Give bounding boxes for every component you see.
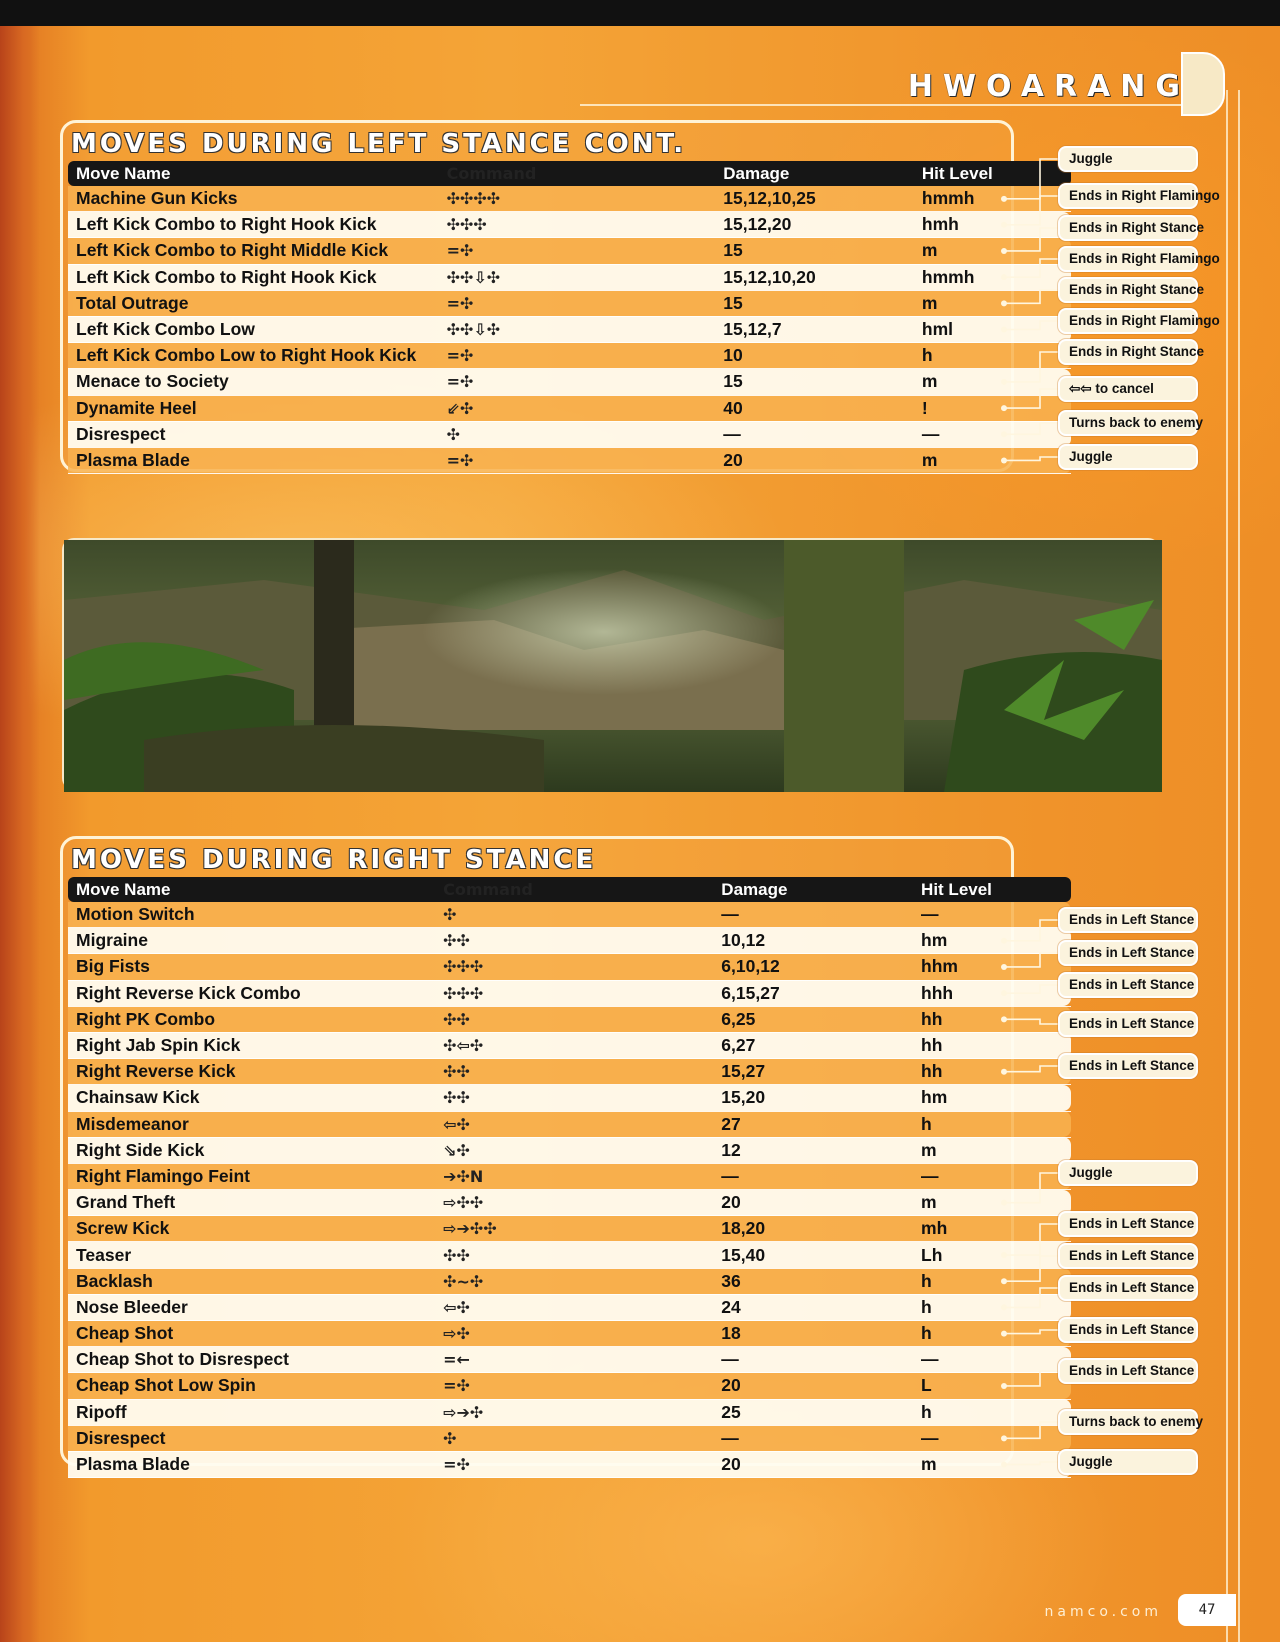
note-connector-dot [1001, 1304, 1007, 1310]
note-connector-dot [1001, 1462, 1007, 1468]
damage-cell: 18 [713, 1321, 913, 1347]
note-connector [1004, 228, 1058, 251]
move-note-label: Ends in Left Stance [1058, 1011, 1198, 1037]
note-connector-dot [1001, 248, 1007, 254]
command-cell: ✣✣⇩✣ [439, 316, 716, 342]
note-connector [1004, 1288, 1058, 1307]
note-connector-dot [1001, 938, 1007, 944]
move-name-cell: Plasma Blade [68, 447, 439, 473]
note-connector-dot [1001, 1278, 1007, 1284]
move-name-cell: Big Fists [68, 954, 435, 980]
note-connector [1004, 1371, 1058, 1386]
command-cell: ⇦✣ [435, 1294, 713, 1320]
note-connector [1004, 423, 1058, 434]
note-connector [1004, 389, 1058, 408]
move-name-cell: Cheap Shot [68, 1321, 435, 1347]
move-name-cell: Misdemeanor [68, 1111, 435, 1137]
hit-level-cell: ! [914, 395, 1071, 421]
hit-level-cell: h [913, 1268, 1071, 1294]
move-name-cell: Disrespect [68, 421, 439, 447]
damage-cell: 27 [713, 1111, 913, 1137]
move-note-label: Ends in Left Stance [1058, 972, 1198, 998]
damage-cell: 25 [713, 1399, 913, 1425]
command-cell: ✣✣✣ [439, 212, 716, 238]
hit-level-cell: m [914, 447, 1071, 473]
damage-cell: 20 [713, 1190, 913, 1216]
move-name-cell: Left Kick Combo to Right Hook Kick [68, 264, 439, 290]
command-cell: ✣✣✣✣ [439, 186, 716, 212]
damage-cell: 20 [715, 447, 914, 473]
command-cell: ✣⇦✣ [435, 1032, 713, 1058]
col-hit-level: Hit Level [913, 877, 1071, 902]
move-note-label: Turns back to enemy [1058, 1409, 1198, 1435]
move-name-cell: Screw Kick [68, 1216, 435, 1242]
note-connector-dot [1001, 1435, 1007, 1441]
hit-level-cell: m [914, 369, 1071, 395]
damage-cell: 15,40 [713, 1242, 913, 1268]
command-cell: ✣~✣ [435, 1268, 713, 1294]
page-title: HWOARANG [907, 69, 1190, 104]
damage-cell: 15,20 [713, 1085, 913, 1111]
note-connector [1004, 1019, 1058, 1024]
command-cell: ⇘✣ [435, 1137, 713, 1163]
note-connector-dot [1001, 1331, 1007, 1337]
move-note-label: Juggle [1058, 146, 1198, 172]
command-cell: =✣ [439, 238, 716, 264]
move-note-label: Ends in Right Flamingo [1058, 183, 1198, 209]
hit-level-cell: hm [913, 928, 1071, 954]
move-name-cell: Left Kick Combo Low [68, 316, 439, 342]
hit-level-cell: hmh [914, 212, 1071, 238]
command-cell: ✣✣ [435, 1006, 713, 1032]
move-name-cell: Right Side Kick [68, 1137, 435, 1163]
command-cell: ✣✣✣ [435, 980, 713, 1006]
move-note-label: Ends in Left Stance [1058, 1358, 1198, 1384]
note-connector-dot [1001, 457, 1007, 463]
command-cell: =✣ [439, 343, 716, 369]
hit-level-cell: hhh [913, 980, 1071, 1006]
move-name-cell: Right Flamingo Feint [68, 1163, 435, 1189]
move-name-cell: Machine Gun Kicks [68, 186, 439, 212]
command-cell: ✣✣✣ [435, 954, 713, 980]
move-note-label: Ends in Right Stance [1058, 339, 1198, 365]
footer-url: namco.com [1044, 1604, 1162, 1620]
damage-cell: 10 [715, 343, 914, 369]
command-cell: ✣✣⇩✣ [439, 264, 716, 290]
hit-level-cell: m [914, 290, 1071, 316]
move-name-cell: Grand Theft [68, 1190, 435, 1216]
damage-cell: 24 [713, 1294, 913, 1320]
damage-cell: 6,27 [713, 1032, 913, 1058]
damage-cell: — [715, 421, 914, 447]
hit-level-cell: — [914, 421, 1071, 447]
move-note-label: ⇦⇦ to cancel [1058, 376, 1198, 402]
hit-level-cell: m [913, 1190, 1071, 1216]
damage-cell: 15 [715, 290, 914, 316]
col-command: Command [435, 877, 713, 902]
move-name-cell: Chainsaw Kick [68, 1085, 435, 1111]
note-connector-dot [1001, 327, 1007, 333]
command-cell: ✣✣ [435, 1242, 713, 1268]
move-name-cell: Plasma Blade [68, 1451, 435, 1477]
damage-cell: 36 [713, 1268, 913, 1294]
col-move-name: Move Name [68, 877, 435, 902]
hit-level-cell: L [913, 1373, 1071, 1399]
move-name-cell: Cheap Shot to Disrespect [68, 1347, 435, 1373]
damage-cell: 6,10,12 [713, 954, 913, 980]
damage-cell: 15 [715, 369, 914, 395]
move-name-cell: Left Kick Combo to Right Middle Kick [68, 238, 439, 264]
hit-level-cell: m [913, 1137, 1071, 1163]
move-note-label: Ends in Left Stance [1058, 1211, 1198, 1237]
move-name-cell: Motion Switch [68, 902, 435, 928]
note-connector [1004, 985, 1058, 993]
hit-level-cell: hh [913, 1032, 1071, 1058]
move-note-label: Ends in Left Stance [1058, 1317, 1198, 1343]
hit-level-cell: — [913, 1425, 1071, 1451]
command-cell: ✣ [435, 902, 713, 928]
command-cell: =✣ [435, 1451, 713, 1477]
damage-cell: 15,12,10,25 [715, 186, 914, 212]
command-cell: ✣✣ [435, 928, 713, 954]
col-move-name: Move Name [68, 161, 439, 186]
move-note-label: Ends in Left Stance [1058, 940, 1198, 966]
move-note-label: Juggle [1058, 1449, 1198, 1475]
move-note-label: Ends in Right Flamingo [1058, 246, 1198, 272]
note-connector [1004, 159, 1058, 199]
hit-level-cell: h [913, 1399, 1071, 1425]
command-cell: ✣ [435, 1425, 713, 1451]
damage-cell: 15,27 [713, 1059, 913, 1085]
hit-level-cell: m [914, 238, 1071, 264]
move-note-label: Ends in Left Stance [1058, 1243, 1198, 1269]
damage-cell: 12 [713, 1137, 913, 1163]
hit-level-cell: — [913, 1347, 1071, 1373]
note-connector-dot [1001, 300, 1007, 306]
hit-level-cell: hml [914, 316, 1071, 342]
command-cell: ✣✣ [435, 1059, 713, 1085]
move-name-cell: Left Kick Combo to Right Hook Kick [68, 212, 439, 238]
hit-level-cell: m [913, 1451, 1071, 1477]
move-name-cell: Dynamite Heel [68, 395, 439, 421]
page-number: 47 [1178, 1594, 1236, 1626]
command-cell: =✣ [439, 369, 716, 395]
damage-cell: — [713, 902, 913, 928]
note-connector-dot [1001, 1200, 1007, 1206]
hit-level-cell: Lh [913, 1242, 1071, 1268]
move-name-cell: Right PK Combo [68, 1006, 435, 1032]
damage-cell: 6,25 [713, 1006, 913, 1032]
move-name-cell: Right Reverse Kick [68, 1059, 435, 1085]
command-cell: ➔✣N [435, 1163, 713, 1189]
command-cell: =✣ [439, 447, 716, 473]
note-connector-dot [1001, 1252, 1007, 1258]
damage-cell: 40 [715, 395, 914, 421]
damage-cell: — [713, 1163, 913, 1189]
col-damage: Damage [715, 161, 914, 186]
move-note-label: Ends in Right Flamingo [1058, 308, 1198, 334]
move-note-label: Ends in Right Stance [1058, 215, 1198, 241]
move-name-cell: Ripoff [68, 1399, 435, 1425]
note-connector [1004, 1462, 1058, 1465]
move-name-cell: Right Jab Spin Kick [68, 1032, 435, 1058]
left-stance-title: MOVES DURING LEFT STANCE CONT. [71, 129, 687, 159]
right-stance-title: MOVES DURING RIGHT STANCE [71, 845, 597, 875]
move-name-cell: Menace to Society [68, 369, 439, 395]
move-name-cell: Migraine [68, 928, 435, 954]
note-connector [1004, 290, 1058, 303]
hit-level-cell: h [914, 343, 1071, 369]
move-note-label: Ends in Left Stance [1058, 907, 1198, 933]
note-connector [1004, 1256, 1058, 1281]
hit-level-cell: — [913, 902, 1071, 928]
damage-cell: — [713, 1347, 913, 1373]
col-damage: Damage [713, 877, 913, 902]
command-cell: =✣ [435, 1373, 713, 1399]
hit-level-cell: hmmh [914, 264, 1071, 290]
damage-cell: 18,20 [713, 1216, 913, 1242]
hit-level-cell: h [913, 1321, 1071, 1347]
command-cell: =← [435, 1347, 713, 1373]
note-connector [1004, 920, 1058, 941]
col-command: Command [439, 161, 716, 186]
command-cell: ✣✣ [435, 1085, 713, 1111]
move-note-label: Turns back to enemy [1058, 410, 1198, 436]
hit-level-cell: hhm [913, 954, 1071, 980]
hit-level-cell: hh [913, 1006, 1071, 1032]
note-connector [1004, 457, 1058, 460]
note-connector [1004, 953, 1058, 967]
damage-cell: 20 [713, 1373, 913, 1399]
note-connector-dot [1001, 274, 1007, 280]
note-connector [1004, 1422, 1058, 1438]
move-note-label: Ends in Left Stance [1058, 1275, 1198, 1301]
command-cell: ⇦✣ [435, 1111, 713, 1137]
move-name-cell: Backlash [68, 1268, 435, 1294]
note-connector [1004, 1173, 1058, 1203]
note-connector-dot [1001, 990, 1007, 996]
command-cell: ⇨➔✣ [435, 1399, 713, 1425]
move-name-cell: Right Reverse Kick Combo [68, 980, 435, 1006]
note-connector [1004, 259, 1058, 277]
command-cell: ✣ [439, 421, 716, 447]
note-connector-dot [1001, 1383, 1007, 1389]
damage-cell: 15,12,7 [715, 316, 914, 342]
command-cell: ⇙✣ [439, 395, 716, 421]
note-connector-dot [1001, 196, 1007, 202]
note-connector [1004, 1224, 1058, 1255]
damage-cell: 15,12,10,20 [715, 264, 914, 290]
note-connector [1004, 352, 1058, 382]
move-name-cell: Total Outrage [68, 290, 439, 316]
note-connector [1004, 321, 1058, 330]
note-connector [1004, 1330, 1058, 1334]
command-cell: ⇨✣ [435, 1321, 713, 1347]
hit-level-cell: hmmh [914, 186, 1071, 212]
note-connector-dot [1001, 964, 1007, 970]
damage-cell: 15 [715, 238, 914, 264]
hit-level-cell: hh [913, 1059, 1071, 1085]
note-connector-dot [1001, 379, 1007, 385]
move-note-label: Juggle [1058, 444, 1198, 470]
command-cell: =✣ [439, 290, 716, 316]
hit-level-cell: h [913, 1111, 1071, 1137]
move-name-cell: Cheap Shot Low Spin [68, 1373, 435, 1399]
move-note-label: Juggle [1058, 1160, 1198, 1186]
note-connector-dot [1001, 1069, 1007, 1075]
col-hit-level: Hit Level [914, 161, 1071, 186]
move-name-cell: Nose Bleeder [68, 1294, 435, 1320]
note-connector-dot [1001, 405, 1007, 411]
command-cell: ⇨✣✣ [435, 1190, 713, 1216]
hit-level-cell: — [913, 1163, 1071, 1189]
note-connector [1004, 196, 1058, 225]
damage-cell: 6,15,27 [713, 980, 913, 1006]
note-connector-dot [1001, 431, 1007, 437]
hit-level-cell: mh [913, 1216, 1071, 1242]
move-name-cell: Teaser [68, 1242, 435, 1268]
move-note-label: Ends in Right Stance [1058, 277, 1198, 303]
damage-cell: 10,12 [713, 928, 913, 954]
damage-cell: 15,12,20 [715, 212, 914, 238]
damage-cell: 20 [713, 1451, 913, 1477]
hit-level-cell: h [913, 1294, 1071, 1320]
move-name-cell: Disrespect [68, 1425, 435, 1451]
damage-cell: — [713, 1425, 913, 1451]
note-connector-dot [1001, 1016, 1007, 1022]
hit-level-cell: hm [913, 1085, 1071, 1111]
note-connector-dot [1001, 222, 1007, 228]
move-name-cell: Left Kick Combo Low to Right Hook Kick [68, 343, 439, 369]
command-cell: ⇨➔✣✣ [435, 1216, 713, 1242]
note-connector [1004, 1066, 1058, 1072]
move-note-label: Ends in Left Stance [1058, 1053, 1198, 1079]
